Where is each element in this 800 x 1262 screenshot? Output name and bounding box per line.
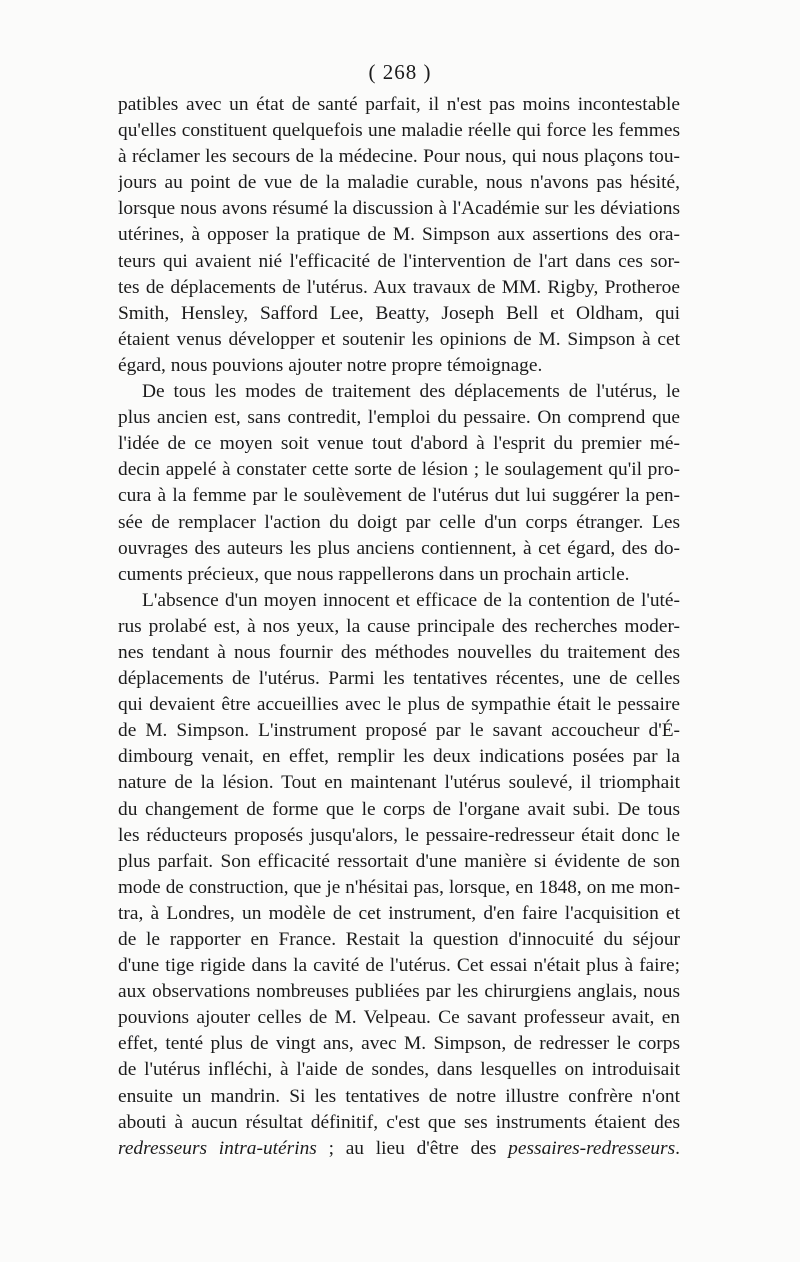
text-line: patibles avec un état de santé parfait, il n'est pas moins incontestable	[118, 94, 680, 115]
text-line: plus parfait. Son efficacité ressortait d'une manière si évidente de son	[118, 850, 680, 872]
text-line: effet, tenté plus de vingt ans, avec M. Simpson, de redresser le corps	[118, 1033, 680, 1055]
text-line: égard, nous pouvions ajouter notre propre témoignage.	[118, 354, 543, 376]
page-number: ( 268 )	[368, 60, 432, 84]
text-line: de l'utérus infléchi, à l'aide de sondes, dans lesquelles on introduisait	[118, 1059, 680, 1081]
body-text	[118, 92, 680, 1162]
text-line: cura à la femme par le soulèvement de l'utérus dut lui suggérer la pen-	[118, 485, 680, 507]
text-line: du changement de forme que le corps de l'organe avait subi. De tous	[118, 798, 680, 820]
text-line: de le rapporter en France. Restait la question d'innocuité du séjour	[118, 929, 680, 950]
text-line: utérines, à opposer la pratique de M. Simpson aux assertions des ora-	[118, 224, 680, 246]
text-line: qu'elles constituent quelquefois une maladie réelle qui force les femmes	[118, 120, 680, 142]
text-line: mode de construction, que je n'hésitai pas, lorsque, en 1848, on me mon-	[118, 876, 680, 898]
text-line: jours au point de vue de la maladie curable, nous n'avons pas hésité,	[118, 172, 680, 194]
text-line: decin appelé à constater cette sorte de lésion ; le soulagement qu'il pro-	[118, 459, 680, 481]
text-line: sée de remplacer l'action du doigt par celle d'un corps étranger. Les	[118, 511, 680, 533]
text-line: Smith, Hensley, Safford Lee, Beatty, Joseph Bell et Oldham, qui	[118, 302, 680, 324]
text-fragment: .	[675, 1137, 680, 1159]
text-line: nature de la lésion. Tout en maintenant l'utérus soulevé, il triomphait	[118, 772, 680, 794]
text-line: plus ancien est, sans contredit, l'emploi du pessaire. On comprend que	[118, 407, 680, 429]
text-fragment: ; au lieu d'être des	[316, 1137, 509, 1159]
text-line: pouvions ajouter celles de M. Velpeau. Ce savant professeur avait, en	[118, 1007, 680, 1029]
final-text-line	[118, 1136, 680, 1162]
italic-term-1: redresseurs intra-utérins	[118, 1137, 317, 1159]
text-line: de M. Simpson. L'instrument proposé par le savant accoucheur d'É-	[118, 720, 680, 742]
text-line: qui devaient être accueillies avec le plus de sympathie était le pessaire	[118, 694, 680, 716]
italic-term-2: pessaires-redresseurs	[508, 1137, 676, 1159]
text-line: ensuite un mandrin. Si les tentatives de notre illustre confrère n'ont	[118, 1085, 680, 1107]
text-line: à réclamer les secours de la médecine. Pour nous, qui nous plaçons tou-	[118, 146, 680, 168]
text-line: De tous les modes de traitement des déplacements de l'utérus, le	[142, 381, 680, 403]
text-line: étaient venus développer et soutenir les opinions de M. Simpson à cet	[118, 328, 680, 350]
text-line: déplacements de l'utérus. Parmi les tentatives récentes, une de celles	[118, 668, 680, 690]
text-line: cuments précieux, que nous rappellerons dans un prochain article.	[118, 563, 630, 585]
text-line: d'une tige rigide dans la cavité de l'utérus. Cet essai n'était plus à faire;	[118, 955, 680, 977]
text-line: aux observations nombreuses publiées par les chirurgiens anglais, nous	[118, 981, 680, 1003]
text-line: l'idée de ce moyen soit venue tout d'abord à l'esprit du premier mé-	[118, 433, 680, 455]
text-line: lorsque nous avons résumé la discussion à l'Académie sur les déviations	[118, 198, 680, 220]
text-line: L'absence d'un moyen innocent et efficace de la contention de l'uté-	[142, 589, 680, 611]
text-line: teurs qui avaient nié l'efficacité de l'intervention de l'art dans ces sor-	[118, 250, 680, 272]
text-line: dimbourg venait, en effet, remplir les deux indications posées par la	[118, 746, 680, 768]
text-line: rus prolabé est, à nos yeux, la cause principale des recherches moder-	[118, 615, 680, 637]
text-line: abouti à aucun résultat définitif, c'est que ses instruments étaient des	[118, 1111, 680, 1133]
text-line: nes tendant à nous fournir des méthodes nouvelles du traitement des	[118, 641, 680, 663]
text-line: tes de déplacements de l'utérus. Aux travaux de MM. Rigby, Protheroe	[118, 276, 680, 298]
text-line: les réducteurs proposés jusqu'alors, le pessaire-redresseur était donc le	[118, 824, 680, 846]
text-line: ouvrages des auteurs les plus anciens contiennent, à cet égard, des do-	[118, 537, 680, 559]
text-line: tra, à Londres, un modèle de cet instrument, d'en faire l'acquisition et	[118, 902, 680, 924]
